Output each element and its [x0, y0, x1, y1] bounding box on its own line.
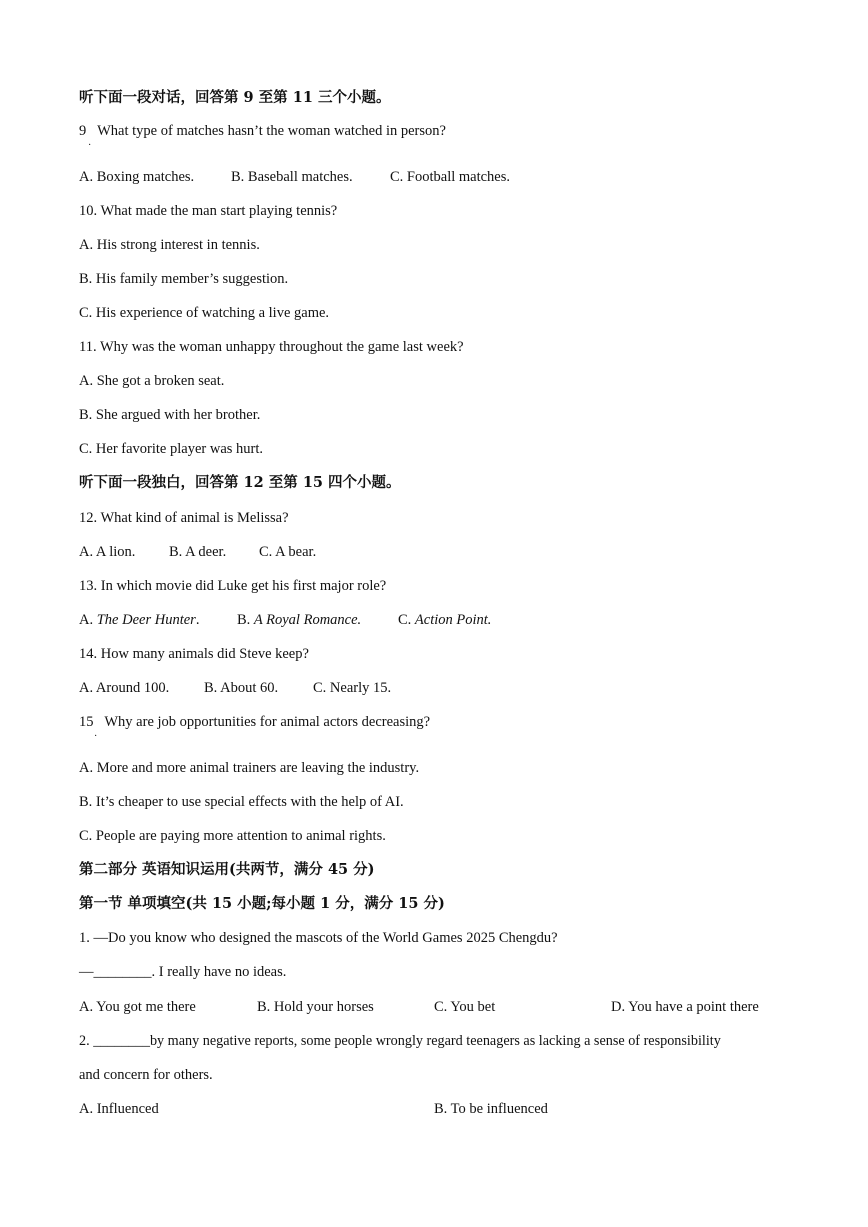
q12-option-a: A. A lion. [79, 544, 136, 560]
q11-option-c: C. Her favorite player was hurt. [79, 441, 264, 457]
q9-option-b: B. Baseball matches. [231, 169, 353, 185]
question-number: 9 [79, 123, 87, 139]
q12-option-c: C. A bear. [259, 544, 317, 560]
option-letter: B. [237, 612, 251, 628]
question-9 [79, 122, 446, 140]
grammar-question-1-reply: —________. I really have no ideas. [79, 964, 287, 980]
g2-option-b: B. To be influenced [434, 1101, 548, 1117]
movie-title: A Royal Romance. [253, 612, 362, 628]
g1-option-d: D. You have a point there [611, 999, 759, 1015]
q10-option-a: A. His strong interest in tennis. [79, 237, 260, 253]
option-letter: A. [79, 612, 94, 628]
q10-option-b: B. His family member’s suggestion. [79, 271, 289, 287]
q10-option-c: C. His experience of watching a live game. [79, 305, 330, 321]
q15-option-a: A. More and more animal trainers are leaving the industry. [79, 760, 420, 776]
g1-option-c: C. You bet [434, 999, 496, 1015]
q9-option-c: C. Football matches. [390, 169, 511, 185]
g1-option-a: A. You got me there [79, 999, 196, 1015]
part-2-section-1-header: 第一节 单项填空(共 15 小题;每小题 1 分，满分 15 分) [79, 895, 445, 912]
part-2-header: 第二部分 英语知识运用(共两节，满分 45 分) [79, 861, 375, 878]
section-2-header: 听下面一段独白，回答第 12 至第 15 四个小题。 [79, 474, 401, 491]
q13-option-c [398, 611, 491, 629]
grammar-question-1: 1. —Do you know who designed the mascots of the World Games 2025 Chengdu? [79, 930, 558, 946]
movie-title: Action Point. [414, 612, 492, 628]
number-dot: · [88, 140, 92, 151]
question-text: Why are job opportunities for animal actors decreasing? [104, 714, 431, 730]
option-end: . [195, 612, 200, 628]
q13-option-b [237, 611, 361, 629]
question-10: 10. What made the man start playing tennis? [79, 203, 338, 219]
q14-option-a: A. Around 100. [79, 680, 170, 696]
question-13: 13. In which movie did Luke get his first major role? [79, 578, 387, 594]
option-letter: C. [398, 612, 412, 628]
g2-option-a: A. Influenced [79, 1101, 159, 1117]
q13-option-a [79, 611, 199, 629]
question-11: 11. Why was the woman unhappy throughout the game last week? [79, 339, 464, 355]
q9-option-a: A. Boxing matches. [79, 169, 195, 185]
q15-option-b: B. It’s cheaper to use special effects with the help of AI. [79, 794, 404, 810]
q12-option-b: B. A deer. [169, 544, 227, 560]
question-number: 15 [79, 714, 94, 730]
q14-option-c: C. Nearly 15. [313, 680, 392, 696]
question-12: 12. What kind of animal is Melissa? [79, 510, 289, 526]
q15-option-c: C. People are paying more attention to animal rights. [79, 828, 386, 844]
section-1-header: 听下面一段对话，回答第 9 至第 11 三个小题。 [79, 89, 391, 106]
g1-option-b: B. Hold your horses [257, 999, 374, 1015]
question-text: What type of matches hasn’t the woman watched in person? [97, 123, 446, 139]
grammar-question-2-cont: and concern for others. [79, 1067, 213, 1083]
question-14: 14. How many animals did Steve keep? [79, 646, 309, 662]
q11-option-a: A. She got a broken seat. [79, 373, 225, 389]
movie-title: The Deer Hunter [96, 612, 196, 628]
q14-option-b: B. About 60. [204, 680, 279, 696]
q11-option-b: B. She argued with her brother. [79, 407, 261, 423]
question-15 [79, 713, 430, 731]
number-dot: · [94, 731, 98, 742]
grammar-question-2: 2. ________by many negative reports, some people wrongly regard teenagers as lacking a sense of responsibility [79, 1033, 721, 1049]
